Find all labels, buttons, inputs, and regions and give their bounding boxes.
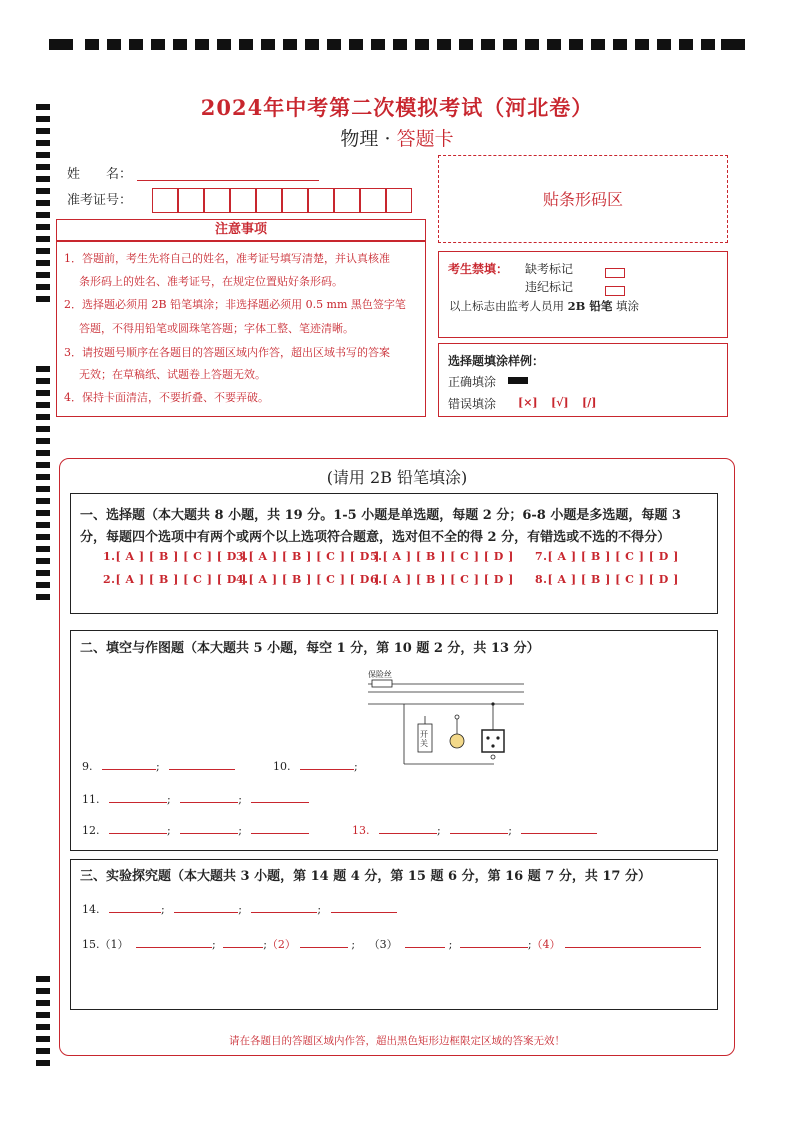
forbidden-label: 考生禁填：	[448, 262, 509, 276]
q13-row: 13. ; ;	[352, 823, 597, 837]
id-digit-box[interactable]	[334, 188, 360, 213]
timing-mark-top	[283, 39, 297, 50]
q13-blank-3[interactable]	[521, 823, 597, 834]
timing-mark-side	[36, 594, 50, 600]
id-digit-box[interactable]	[152, 188, 178, 213]
id-digit-box[interactable]	[178, 188, 204, 213]
q13-blank-2[interactable]	[450, 823, 508, 834]
id-digit-box[interactable]	[204, 188, 230, 213]
timing-mark-top	[107, 39, 121, 50]
timing-mark-side	[36, 498, 50, 504]
timing-mark-side	[36, 200, 50, 206]
timing-mark-side	[36, 1048, 50, 1054]
q11-label: 11.	[82, 793, 100, 806]
timing-mark-side	[36, 260, 50, 266]
exam-title: 2024年中考第二次模拟考试（河北卷）	[200, 95, 594, 120]
timing-mark-side	[36, 378, 50, 384]
timing-mark-side	[36, 296, 50, 302]
q11-blank-1[interactable]	[109, 792, 167, 803]
q9-row: 9. ;	[82, 759, 235, 773]
timing-mark-top	[503, 39, 517, 50]
socket-icon	[482, 730, 504, 752]
choice-question-7[interactable]: 7.[ A ] [ B ] [ C ] [ D ]	[535, 550, 679, 563]
timing-mark-top	[349, 39, 363, 50]
timing-mark-side	[36, 366, 50, 372]
switch-label: 开关	[420, 730, 428, 748]
choice-question-3[interactable]: 3.[ A ] [ B ] [ C ] [ D ]	[236, 550, 380, 563]
timing-mark-top	[415, 39, 429, 50]
q12-blank-2[interactable]	[180, 823, 238, 834]
timing-mark-side	[36, 1012, 50, 1018]
subject-label: 物理	[340, 128, 379, 150]
q12-row: 12. ; ;	[82, 823, 309, 837]
timing-mark-top	[195, 39, 209, 50]
timing-mark-side	[36, 558, 50, 564]
q12-blank-3[interactable]	[251, 823, 309, 834]
timing-mark-side	[36, 450, 50, 456]
notice-heading: 注意事项	[56, 219, 426, 241]
q14-blank-2[interactable]	[174, 902, 238, 913]
timing-mark-top	[305, 39, 319, 50]
wrong-mark: [√]	[551, 396, 569, 409]
timing-mark-side	[36, 272, 50, 278]
id-digit-box[interactable]	[308, 188, 334, 213]
forbidden-note-bold: 2B 铅笔	[567, 299, 613, 313]
timing-mark-top	[525, 39, 539, 50]
timing-mark-top	[657, 39, 671, 50]
pencil-note: (请用 2B 铅笔填涂)	[326, 468, 468, 487]
q11-row: 11. ; ;	[82, 792, 309, 806]
timing-mark-top	[151, 39, 165, 50]
timing-mark-top	[569, 39, 583, 50]
correct-fill-label: 正确填涂	[448, 375, 497, 389]
violation-label: 违纪标记	[525, 280, 574, 294]
q13-blank-1[interactable]	[379, 823, 437, 834]
id-digit-box[interactable]	[360, 188, 386, 213]
timing-mark-side	[36, 474, 50, 480]
card-subtitle	[0, 124, 794, 151]
wrong-mark: [×]	[518, 396, 538, 409]
footer-note: 请在各题目的答题区域内作答，超出黑色矩形边框限定区域的答案无效！	[229, 1035, 565, 1047]
name-field[interactable]	[137, 164, 319, 181]
timing-mark-top	[701, 39, 715, 50]
notice-line: 答题，不得用铅笔或圆珠笔答题；字体工整、笔迹清晰。	[79, 322, 354, 335]
q15-blank-6[interactable]	[565, 937, 701, 948]
absent-mark-box[interactable]	[605, 263, 625, 282]
timing-mark-top	[217, 39, 231, 50]
timing-mark-side	[36, 284, 50, 290]
timing-mark-top	[613, 39, 627, 50]
id-digit-box[interactable]	[256, 188, 282, 213]
q14-row: 14. ; ; ;	[82, 902, 397, 916]
timing-mark-side	[36, 152, 50, 158]
fuse-label: 保险丝	[368, 670, 392, 679]
timing-mark-top	[261, 39, 275, 50]
notice-line: 3．请按题号顺序在各题目的答题区域内作答，超出区域书写的答案	[64, 346, 390, 359]
timing-mark-side	[36, 976, 50, 982]
q10-label: 10.	[273, 760, 291, 773]
timing-mark-top	[635, 39, 649, 50]
notice-line: 1．答题前，考生先将自己的姓名，准考证号填写清楚，并认真核准	[64, 252, 390, 265]
timing-mark-top	[481, 39, 495, 50]
section-choice-heading-1: 一、选择题（本大题共 8 小题，共 19 分。1-5 小题是单选题，每题 2 分；6-8 小题是多选题，每题 3	[80, 508, 681, 523]
timing-mark-side	[36, 236, 50, 242]
timing-mark-side	[36, 1060, 50, 1066]
timing-mark-top	[239, 39, 253, 50]
card-name-label: 答题卡	[396, 128, 454, 150]
q15-blank-2[interactable]	[223, 937, 263, 948]
timing-mark-side	[36, 522, 50, 528]
timing-mark-side	[36, 546, 50, 552]
timing-mark-top-left	[49, 39, 73, 50]
choice-question-6[interactable]: 6.[ A ] [ B ] [ C ] [ D ]	[370, 573, 514, 586]
timing-mark-side	[36, 390, 50, 396]
forbidden-note-prefix: 以上标志由监考人员用	[449, 299, 564, 313]
notice-line: 2．选择题必须用 2B 铅笔填涂；非选择题必须用 0.5 mm 黑色签字笔	[64, 298, 406, 311]
q15-blank-5[interactable]	[460, 937, 528, 948]
wrong-mark: [/]	[582, 396, 597, 409]
circuit-diagram	[364, 670, 528, 770]
timing-mark-side	[36, 570, 50, 576]
timing-mark-top	[679, 39, 693, 50]
q13-label: 13.	[352, 824, 370, 837]
q12-label: 12.	[82, 824, 100, 837]
absent-label: 缺考标记	[525, 262, 574, 276]
choice-question-5[interactable]: 5.[ A ] [ B ] [ C ] [ D ]	[370, 550, 514, 563]
timing-mark-side	[36, 248, 50, 254]
q9-blank-1[interactable]	[102, 759, 156, 770]
q15-part3-label: （3）	[368, 938, 398, 951]
q15-blank-4[interactable]	[405, 937, 445, 948]
q15-part2-label: （2）	[266, 938, 296, 951]
lamp-icon	[450, 734, 464, 748]
id-digit-box[interactable]	[230, 188, 256, 213]
q15-row: 15.（1） ; ;（2） ; （3） ; ;（4）	[82, 936, 701, 952]
q9-label: 9.	[82, 760, 93, 773]
timing-mark-side	[36, 988, 50, 994]
q9-blank-2[interactable]	[169, 759, 235, 770]
timing-mark-side	[36, 486, 50, 492]
timing-mark-side	[36, 1024, 50, 1030]
choice-question-8[interactable]: 8.[ A ] [ B ] [ C ] [ D ]	[535, 573, 679, 586]
q15-label: 15.（1）	[82, 938, 129, 951]
q10-row: 10. ;	[273, 760, 358, 773]
timing-mark-side	[36, 1000, 50, 1006]
timing-mark-side	[36, 582, 50, 588]
timing-mark-side	[36, 164, 50, 170]
q14-blank-3[interactable]	[251, 902, 317, 913]
id-digit-box[interactable]	[386, 188, 412, 213]
timing-mark-side	[36, 212, 50, 218]
timing-mark-side	[36, 224, 50, 230]
name-label: 姓 名：	[67, 167, 133, 182]
forbidden-note-suffix: 填涂	[616, 299, 640, 313]
q15-blank-1[interactable]	[136, 937, 212, 948]
timing-mark-top	[85, 39, 99, 50]
timing-mark-top-right	[721, 39, 745, 50]
timing-mark-side	[36, 534, 50, 540]
timing-mark-top	[459, 39, 473, 50]
choice-question-4[interactable]: 4.[ A ] [ B ] [ C ] [ D ]	[236, 573, 380, 586]
timing-mark-top	[173, 39, 187, 50]
section-choice-heading-2: 分，每题四个选项中有两个或两个以上选项符合题意，选对但不全的得 2 分，有错选或不选的不得分）	[80, 530, 671, 545]
notice-line: 条形码上的姓名、准考证号，在规定位置贴好条形码。	[79, 275, 343, 288]
choice-question-2[interactable]: 2.[ A ] [ B ] [ C ] [ D ]	[103, 573, 247, 586]
timing-mark-top	[591, 39, 605, 50]
correct-fill-sample	[508, 377, 528, 384]
q12-blank-1[interactable]	[109, 823, 167, 834]
timing-mark-top	[371, 39, 385, 50]
forbidden-note	[449, 298, 639, 314]
timing-mark-side	[36, 1036, 50, 1042]
barcode-label: 贴条形码区	[542, 190, 623, 209]
notice-line: 无效；在草稿纸、试题卷上答题无效。	[79, 368, 266, 381]
id-digit-box[interactable]	[282, 188, 308, 213]
timing-mark-side	[36, 402, 50, 408]
notice-line: 4．保持卡面清洁，不要折叠、不要弄破。	[64, 391, 269, 404]
timing-mark-top	[437, 39, 451, 50]
section-fill-heading: 二、填空与作图题（本大题共 5 小题，每空 1 分，第 10 题 2 分，共 13 分）	[80, 641, 540, 656]
wrong-fill-label: 错误填涂	[448, 397, 497, 411]
timing-mark-top	[393, 39, 407, 50]
timing-mark-side	[36, 176, 50, 182]
q15-blank-3[interactable]	[300, 937, 348, 948]
timing-mark-side	[36, 510, 50, 516]
timing-mark-top	[129, 39, 143, 50]
exam-id-label: 准考证号：	[67, 193, 133, 208]
timing-mark-side	[36, 414, 50, 420]
fuse-icon	[372, 680, 392, 687]
q14-blank-1[interactable]	[109, 902, 161, 913]
q14-blank-4[interactable]	[331, 902, 397, 913]
timing-mark-side	[36, 462, 50, 468]
q10-blank[interactable]	[300, 759, 354, 770]
q14-label: 14.	[82, 903, 100, 916]
q11-blank-2[interactable]	[180, 792, 238, 803]
q15-part4-label: （4）	[531, 938, 561, 951]
timing-mark-top	[547, 39, 561, 50]
timing-mark-top	[327, 39, 341, 50]
timing-mark-side	[36, 426, 50, 432]
q11-blank-3[interactable]	[251, 792, 309, 803]
timing-mark-side	[36, 438, 50, 444]
subtitle-dot: ·	[384, 128, 391, 150]
timing-mark-side	[36, 188, 50, 194]
sample-heading: 选择题填涂样例：	[448, 354, 545, 368]
section-experiment-heading: 三、实验探究题（本大题共 3 小题，第 14 题 4 分，第 15 题 6 分，第 16 题 7 分，共 17 分）	[80, 869, 651, 884]
choice-question-1[interactable]: 1.[ A ] [ B ] [ C ] [ D ]	[103, 550, 247, 563]
